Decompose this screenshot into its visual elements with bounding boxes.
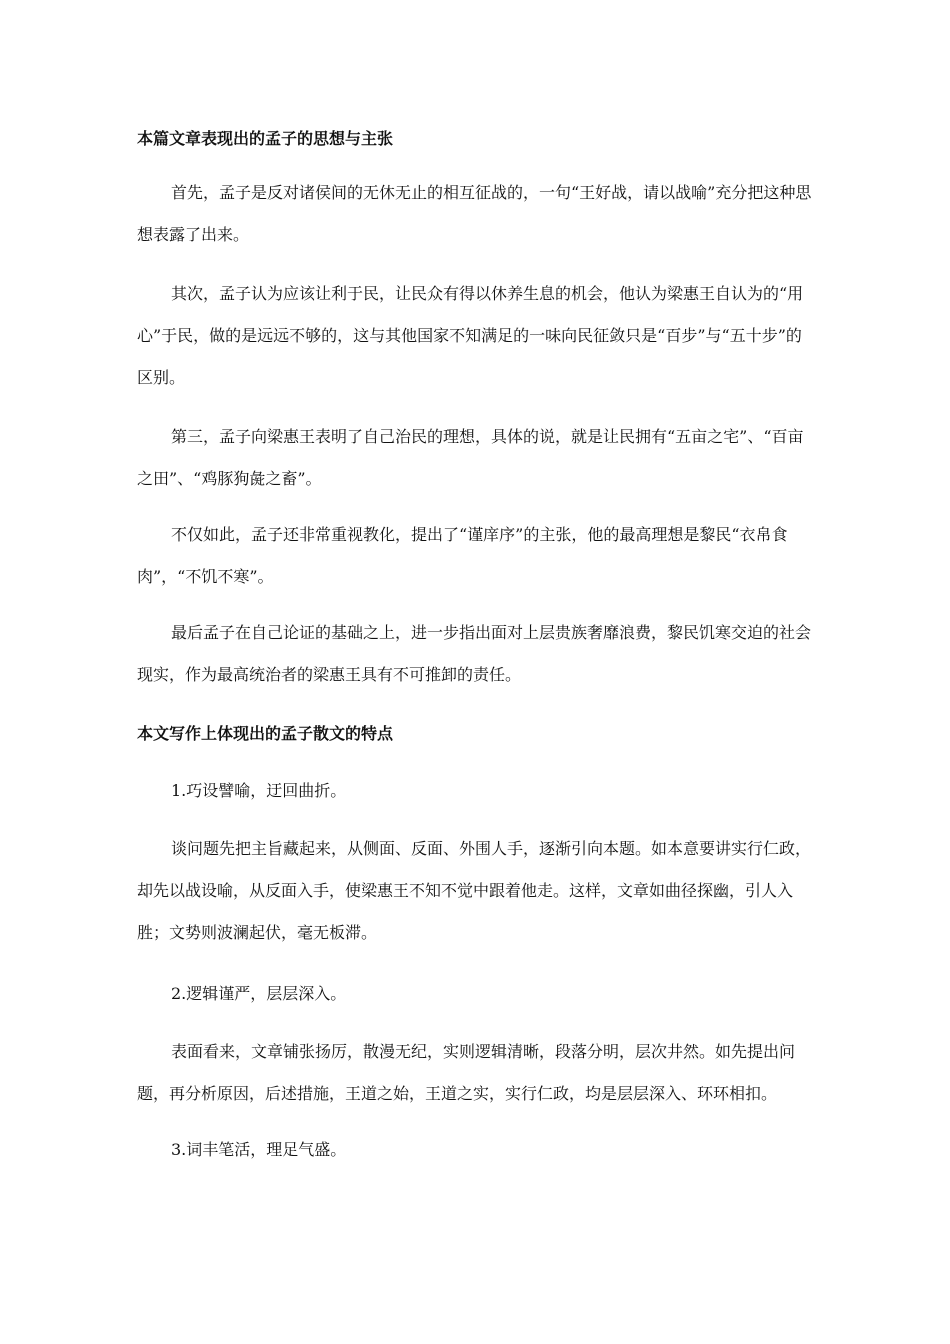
paragraph-first-point: 首先，孟子是反对诸侯间的无休无止的相互征战的，一句“王好战，请以战喻”充分把这种思想表露了出来。 (137, 183, 812, 244)
feature-item-1-title: 1.巧设譬喻，迂回曲折。 (171, 781, 347, 800)
paragraph-education-point: 不仅如此，孟子还非常重视教化，提出了“谨庠序”的主张，他的最高理想是黎民“衣帛食肉”，“不饥不寒”。 (137, 525, 788, 586)
section-heading-thoughts: 本篇文章表现出的孟子的思想与主张 (137, 129, 394, 148)
feature-item-1-body: 谈问题先把主旨藏起来，从侧面、反面、外围人手，逐渐引向本题。如本意要讲实行仁政，却先以战设喻，从反面入手，使梁惠王不知不觉中跟着他走。这样，文章如曲径探幽，引人入胜；文势则波澜起伏，毫无板滞。 (137, 839, 812, 942)
feature-item-3-title: 3.词丰笔活，理足气盛。 (171, 1140, 347, 1159)
feature-item-2-title: 2.逻辑谨严，层层深入。 (171, 984, 347, 1003)
paragraph-final-point: 最后孟子在自己论证的基础之上，进一步指出面对上层贵族奢靡浪费，黎民饥寒交迫的社会现实，作为最高统治者的梁惠王具有不可推卸的责任。 (137, 623, 812, 684)
feature-item-2-body: 表面看来，文章铺张扬厉，散漫无纪，实则逻辑清晰，段落分明，层次井然。如先提出问题，再分析原因，后述措施，王道之始，王道之实，实行仁政，均是层层深入、环环相扣。 (137, 1042, 796, 1103)
section-heading-features: 本文写作上体现出的孟子散文的特点 (137, 724, 394, 743)
paragraph-second-point: 其次，孟子认为应该让利于民，让民众有得以休养生息的机会，他认为梁惠王自认为的“用心”于民，做的是远远不够的，这与其他国家不知满足的一味向民征敛只是“百步”与“五十步”的区别。 (137, 284, 804, 387)
paragraph-third-point: 第三，孟子向梁惠王表明了自己治民的理想，具体的说，就是让民拥有“五亩之宅”、“百亩之田”、“鸡豚狗彘之畜”。 (137, 427, 804, 488)
